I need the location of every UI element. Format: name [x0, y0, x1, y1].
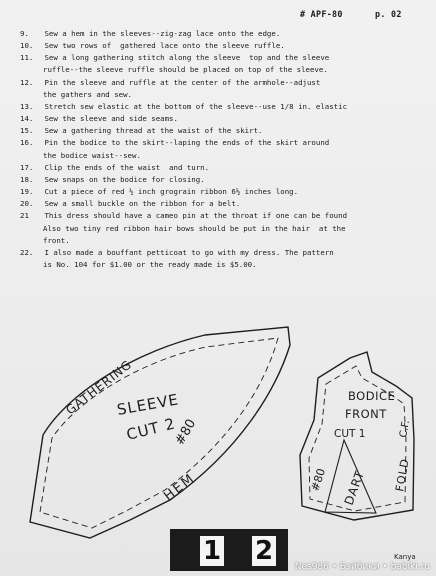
instruction-text: front. — [43, 235, 70, 245]
bodice-front-label: FRONT — [345, 407, 387, 421]
instruction-number: 12. — [20, 77, 34, 87]
instruction-number: 13. — [20, 101, 34, 111]
instruction-number: 11. — [20, 53, 34, 63]
instruction-text: the gathers and sew. — [43, 89, 132, 99]
instruction-text: I also made a bouffant petticoat to go with my dress. The pattern — [44, 247, 334, 257]
instruction-number: 14. — [20, 114, 34, 124]
ruler-one: 1 — [200, 536, 224, 566]
bodice-name-label: BODICE — [348, 389, 396, 403]
instruction-number: 21 — [20, 211, 29, 221]
instruction-number: 9. — [20, 29, 29, 38]
instruction-text: Sew a hem in the sleeves--zig-zag lace onto the edge. — [44, 29, 281, 38]
sleeve-cut-label: CUT 2 — [124, 414, 178, 444]
sleeve-gathering-label: GATHERING — [63, 357, 135, 418]
instruction-text: This dress should have a cameo pin at the throat if one can be found — [44, 211, 348, 221]
credit-label: Kanya — [394, 553, 416, 561]
page-number: p. 02 — [375, 9, 402, 19]
ruler-two: 2 — [252, 536, 276, 566]
instruction-text: Sew snaps on the bodice for closing. — [44, 174, 205, 184]
instruction-text: Sew a gathering thread at the waist of the skirt. — [44, 126, 263, 136]
sleeve-name-label: SLEEVE — [115, 390, 181, 419]
instruction-text: Stretch sew elastic at the bottom of the sleeve--use 1/8 in. elastic — [44, 101, 348, 111]
instruction-text: Clip the ends of the waist and turn. — [44, 162, 210, 172]
instruction-text: ruffle--the sleeve ruffle should be placed on top of the sleeve. — [43, 65, 328, 75]
bodice-dart-label: DART — [341, 468, 368, 508]
bodice-fold-label: FOLD — [393, 457, 412, 493]
instruction-text: Sew a small buckle on the ribbon for a belt. — [44, 199, 241, 209]
bodice-cf-label: C.F. — [398, 419, 412, 439]
bodice-cut-label: CUT 1 — [334, 428, 366, 440]
bodice-labels — [308, 389, 412, 507]
sleeve-number-label: #80 — [172, 416, 200, 448]
instruction-number: 15. — [20, 126, 34, 136]
instruction-text: Sew the sleeve and side seams. — [44, 114, 178, 124]
instruction-text: the bodice waist--sew. — [43, 150, 141, 160]
instruction-text: Also two tiny red ribbon hair bows should be put in the hair at the — [43, 223, 346, 233]
instruction-text: Sew a long gathering stitch along the sleeve top and the sleeve — [44, 53, 330, 63]
instruction-number: 22. — [20, 247, 34, 257]
instruction-number: 10. — [20, 41, 34, 51]
instruction-text: Pin the bodice to the skirt--laping the ends of the skirt around — [44, 138, 330, 148]
sleeve-labels — [63, 357, 199, 504]
watermark: Nes986 • Бэйбики • babiki.ru — [294, 562, 430, 572]
instruction-number: 20. — [20, 199, 34, 209]
bodice-number-label: #80 — [308, 466, 329, 493]
instruction-number: 17. — [20, 162, 34, 172]
instruction-text: Pin the sleeve and ruffle at the center of the armhole--adjust — [44, 77, 321, 87]
instruction-text: Cut a piece of red ½ inch grograin ribbon 6½ inches long. — [44, 187, 299, 197]
measure-ruler — [170, 529, 288, 571]
instruction-text: is No. 104 for $1.00 or the ready made is $5.00. — [43, 259, 257, 269]
instruction-text: Sew two rows of gathered lace onto the sleeve ruffle. — [44, 41, 285, 51]
sleeve-hem-label: HEM — [161, 470, 199, 505]
pattern-code: # APF-80 — [300, 9, 343, 19]
instruction-number: 18. — [20, 174, 34, 184]
instruction-number: 19. — [20, 187, 34, 197]
instruction-number: 16. — [20, 138, 34, 148]
